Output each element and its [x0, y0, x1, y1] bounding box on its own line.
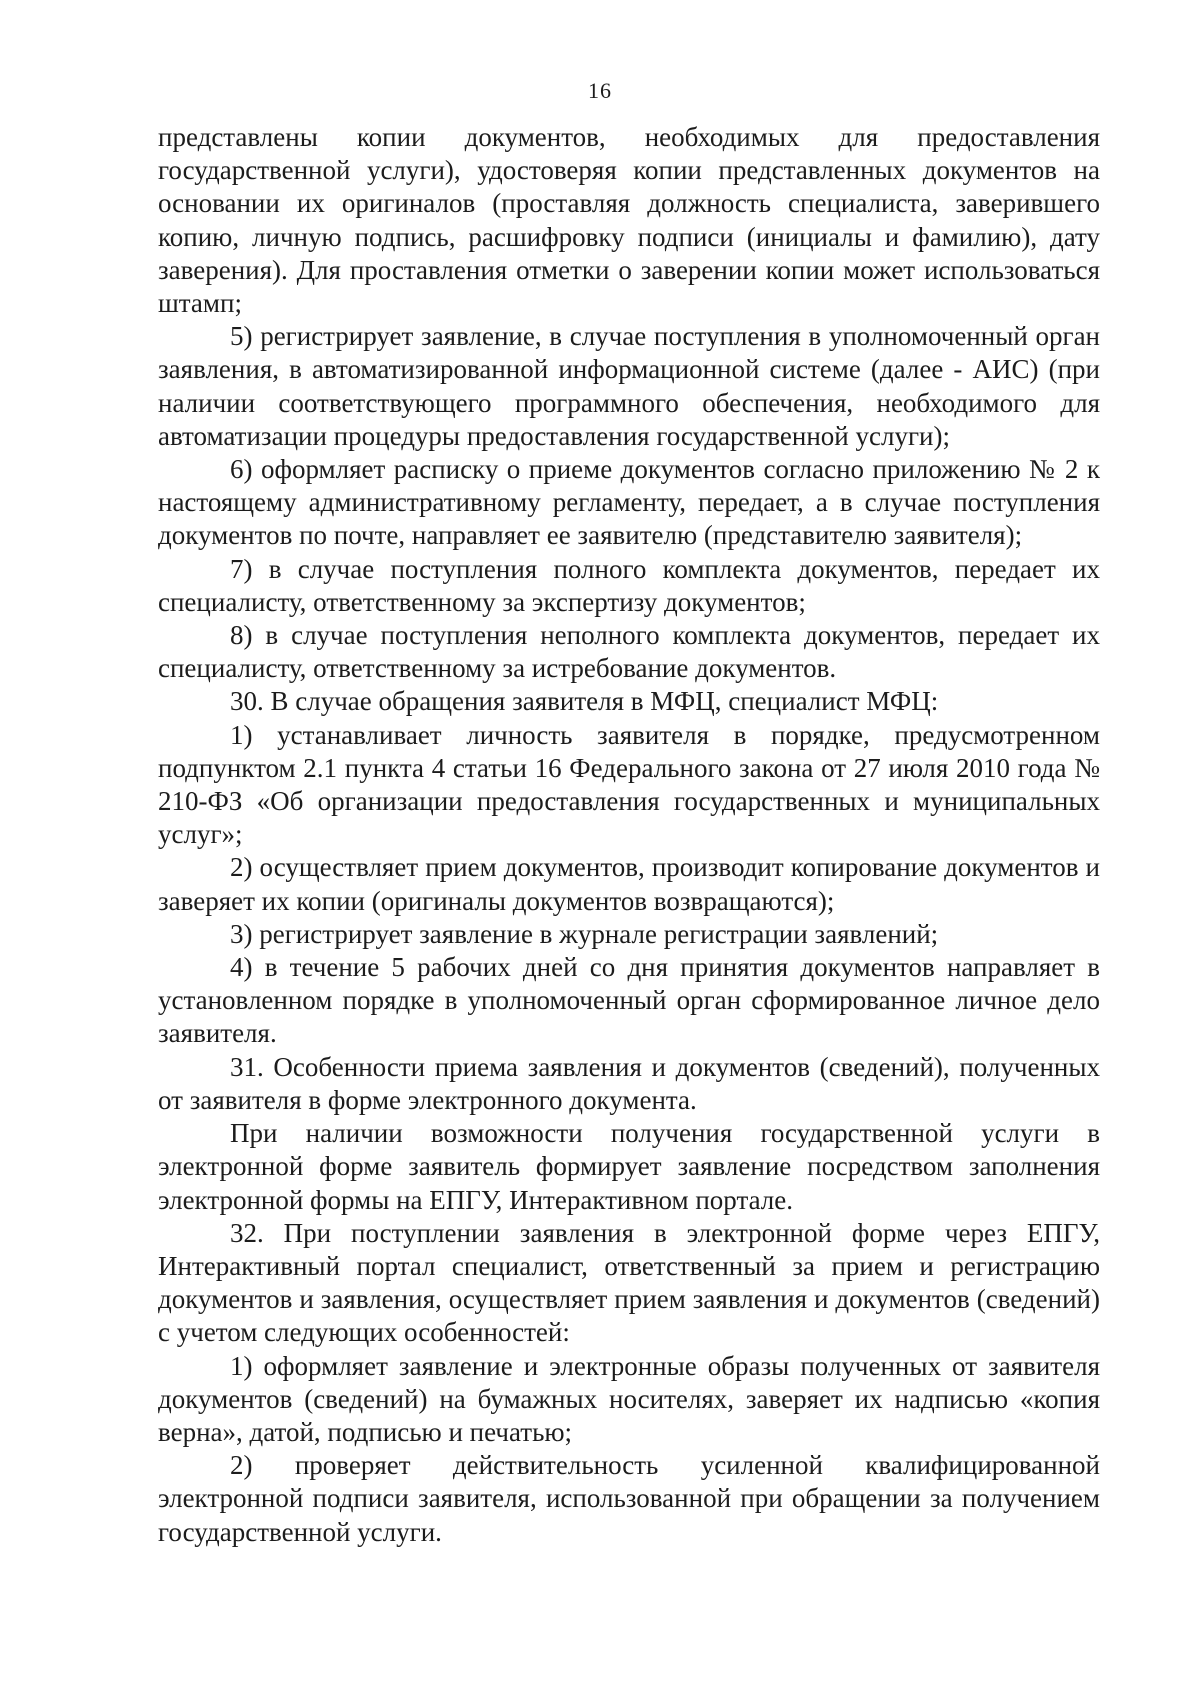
- list-item-7: 7) в случае поступления полного комплекта документов, передает их специалисту, ответственному за экспертизу документов;: [158, 553, 1100, 617]
- list-item-6: 6) оформляет расписку о приеме документов согласно приложению № 2 к настоящему административному регламенту, передает, а в случае поступления документов по почте, направляет ее заявителю (представителю заявителя);: [158, 454, 1100, 551]
- section-31-text: При наличии возможности получения государственной услуги в электронной форме заявитель формирует заявление посредством заполнения электронной формы на ЕПГУ, Интерактивном портале.: [158, 1118, 1100, 1215]
- list-item-5: 5) регистрирует заявление, в случае поступления в уполномоченный орган заявления, в автоматизированной информационной системе (далее - АИС) (при наличии соответствующего программного обеспечения, необходимого для автоматизации процедуры предоставления государственной услуги);: [158, 321, 1100, 451]
- page-body: [158, 121, 1100, 1549]
- section-30: 30. В случае обращения заявителя в МФЦ, специалист МФЦ:: [230, 686, 939, 717]
- section-30-item-4: 4) в течение 5 рабочих дней со дня принятия документов направляет в установленном порядке в уполномоченный орган сформированное личное дело заявителя.: [158, 952, 1100, 1049]
- paragraph-continuation: представлены копии документов, необходимых для предоставления государственной услуги), удостоверяя копии представленных документов на основании их оригиналов (проставляя должность специалиста, заверившего копию, личную подпись, расшифровку подписи (инициалы и фамилию), дату заверения). Для проставления отметки о заверении копии может использоваться штамп;: [158, 122, 1100, 319]
- section-30-item-1: 1) устанавливает личность заявителя в порядке, предусмотренном подпунктом 2.1 пункта 4 статьи 16 Федерального закона от 27 июля 2010 года № 210-ФЗ «Об организации предоставления государственных и муниципальных услуг»;: [158, 719, 1100, 850]
- section-30-item-3: 3) регистрирует заявление в журнале регистрации заявлений;: [230, 918, 939, 949]
- section-30-item-2: 2) осуществляет прием документов, производит копирование документов и заверяет их копии (оригиналы документов возвращаются);: [158, 852, 1100, 916]
- section-31: 31. Особенности приема заявления и документов (сведений), полученных от заявителя в форме электронного документа.: [158, 1051, 1100, 1115]
- page-number: 16: [588, 78, 612, 103]
- section-32-item-2: 2) проверяет действительность усиленной квалифицированной электронной подписи заявителя, использованной при обращении за получением государственной услуги.: [158, 1450, 1100, 1547]
- section-32: 32. При поступлении заявления в электронной форме через ЕПГУ, Интерактивный портал специалист, ответственный за прием и регистрацию документов и заявления, осуществляет прием заявления и документов (сведений) с учетом следующих особенностей:: [158, 1217, 1100, 1348]
- section-32-item-1: 1) оформляет заявление и электронные образы полученных от заявителя документов (сведений) на бумажных носителях, заверяет их надписью «копия верна», датой, подписью и печатью;: [158, 1350, 1100, 1447]
- list-item-8: 8) в случае поступления неполного комплекта документов, передает их специалисту, ответственному за истребование документов.: [158, 620, 1100, 684]
